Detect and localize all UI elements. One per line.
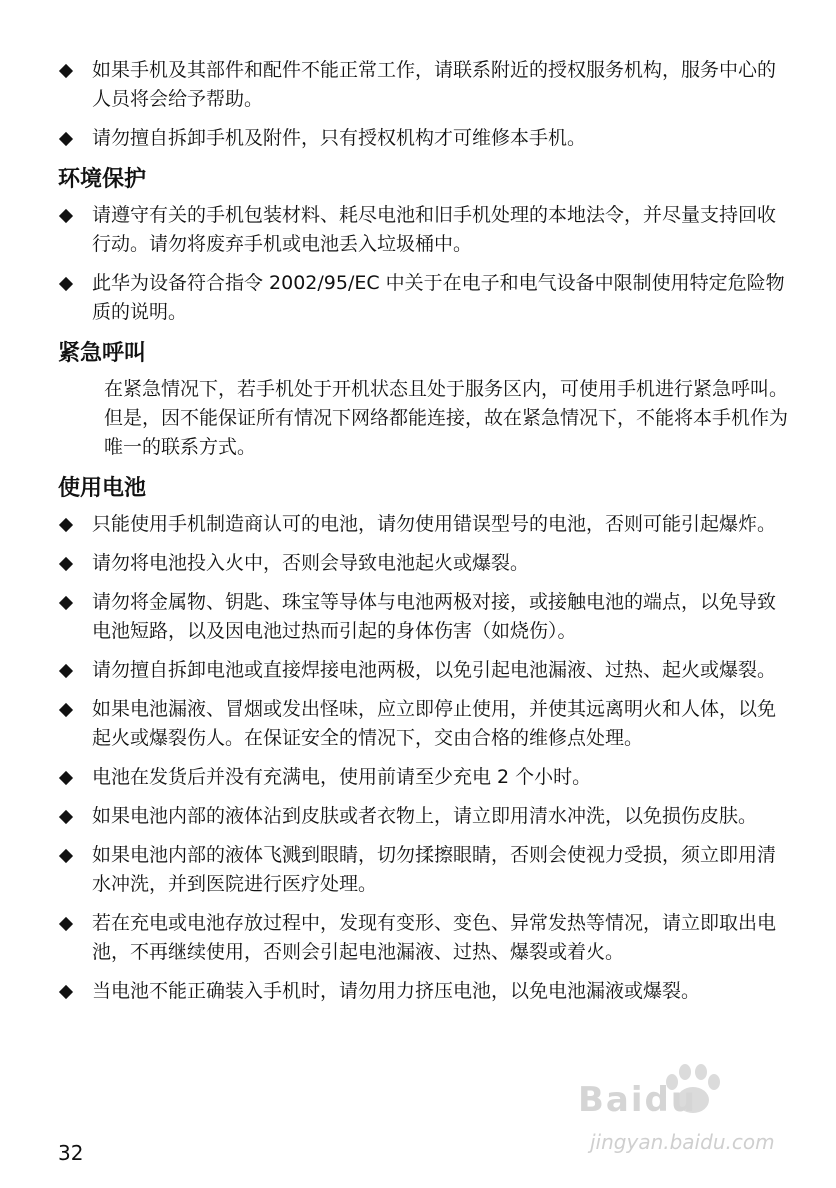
bullet-item bbox=[58, 656, 788, 685]
page-content bbox=[58, 56, 788, 1016]
bullet-text: 如果电池内部的液体飞溅到眼睛，切勿揉擦眼睛，否则会使视力受损，须立即用清水冲洗，并到医院进行医疗处理。 bbox=[92, 844, 777, 895]
bullet-item bbox=[58, 510, 788, 539]
bullet-item bbox=[58, 124, 788, 153]
bullet-item bbox=[58, 841, 788, 899]
section-heading-environment: 环境保护 bbox=[58, 167, 147, 192]
section-heading-emergency: 紧急呼叫 bbox=[58, 341, 147, 366]
diamond-bullet-icon bbox=[59, 664, 73, 678]
bullet-item bbox=[58, 977, 788, 1006]
bullet-text: 请勿擅自拆卸电池或直接焊接电池两极，以免引起电池漏液、过热、起火或爆裂。 bbox=[92, 659, 777, 681]
diamond-bullet-icon bbox=[59, 985, 73, 999]
bullet-item bbox=[58, 56, 788, 114]
bullet-text: 只能使用手机制造商认可的电池，请勿使用错误型号的电池，否则可能引起爆炸。 bbox=[92, 513, 777, 535]
bullet-item bbox=[58, 269, 788, 327]
diamond-bullet-icon bbox=[59, 596, 73, 610]
bullet-item bbox=[58, 588, 788, 646]
bullet-text: 如果手机及其部件和配件不能正常工作，请联系附近的授权服务机构，服务中心的人员将会给予帮助。 bbox=[92, 59, 777, 110]
diamond-bullet-icon bbox=[59, 849, 73, 863]
bullet-text: 请遵守有关的手机包装材料、耗尽电池和旧手机处理的本地法令，并尽量支持回收行动。请勿将废弃手机或电池丢入垃圾桶中。 bbox=[92, 204, 777, 255]
diamond-bullet-icon bbox=[59, 518, 73, 532]
bullet-text: 请勿将电池投入火中，否则会导致电池起火或爆裂。 bbox=[92, 552, 530, 574]
bullet-text: 若在充电或电池存放过程中，发现有变形、变色、异常发热等情况，请立即取出电池，不再继续使用，否则会引起电池漏液、过热、爆裂或着火。 bbox=[92, 912, 777, 963]
bullet-item bbox=[58, 695, 788, 753]
diamond-bullet-icon bbox=[59, 557, 73, 571]
bullet-text: 当电池不能正确装入手机时，请勿用力挤压电池，以免电池漏液或爆裂。 bbox=[92, 980, 701, 1002]
watermark-brand: Baidu bbox=[578, 1080, 698, 1120]
bullet-item bbox=[58, 549, 788, 578]
bullet-item bbox=[58, 802, 788, 831]
bullet-text: 请勿擅自拆卸手机及附件，只有授权机构才可维修本手机。 bbox=[92, 127, 587, 149]
page-number: 32 bbox=[58, 1141, 84, 1165]
diamond-bullet-icon bbox=[59, 132, 73, 146]
diamond-bullet-icon bbox=[59, 209, 73, 223]
diamond-bullet-icon bbox=[59, 917, 73, 931]
bullet-item bbox=[58, 201, 788, 259]
diamond-bullet-icon bbox=[59, 703, 73, 717]
bullet-text: 如果电池内部的液体沾到皮肤或者衣物上，请立即用清水冲洗，以免损伤皮肤。 bbox=[92, 805, 758, 827]
bullet-text: 电池在发货后并没有充满电，使用前请至少充电 2 个小时。 bbox=[92, 766, 592, 788]
section-heading-battery: 使用电池 bbox=[58, 476, 147, 501]
baidu-watermark bbox=[578, 1060, 808, 1160]
bullet-text: 此华为设备符合指令 2002/95/EC 中关于在电子和电气设备中限制使用特定危险物质的说明。 bbox=[92, 272, 785, 323]
bullet-text: 如果电池漏液、冒烟或发出怪味，应立即停止使用，并使其远离明火和人体，以免起火或爆裂伤人。在保证安全的情况下，交由合格的维修点处理。 bbox=[92, 698, 777, 749]
bullet-item bbox=[58, 909, 788, 967]
bullet-text: 请勿将金属物、钥匙、珠宝等导体与电池两极对接，或接触电池的端点，以免导致电池短路，以及因电池过热而引起的身体伤害（如烧伤）。 bbox=[92, 591, 777, 642]
diamond-bullet-icon bbox=[59, 277, 73, 291]
emergency-paragraph: 在紧急情况下，若手机处于开机状态且处于服务区内，可使用手机进行紧急呼叫。但是，因不能保证所有情况下网络都能连接，故在紧急情况下，不能将本手机作为唯一的联系方式。 bbox=[104, 378, 789, 458]
diamond-bullet-icon bbox=[59, 771, 73, 785]
diamond-bullet-icon bbox=[59, 64, 73, 78]
bullet-item bbox=[58, 763, 788, 792]
watermark-url: jingyan.baidu.com bbox=[590, 1130, 775, 1154]
diamond-bullet-icon bbox=[59, 810, 73, 824]
